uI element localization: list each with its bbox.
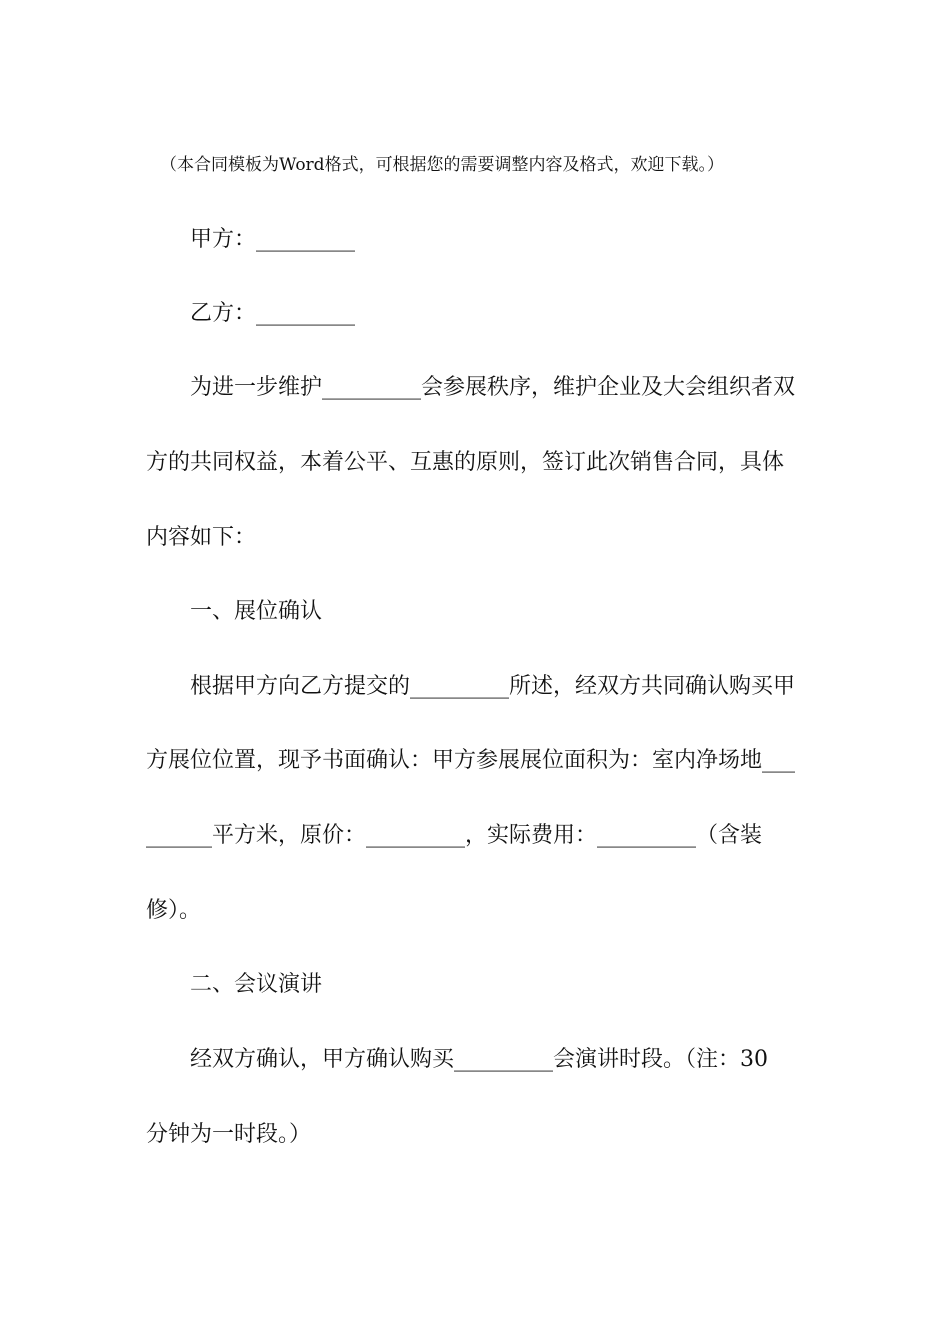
section2-heading: 二、会议演讲 [190,972,323,997]
intro-line-3: 内容如下： [146,525,257,550]
section1-line-1: 根据甲方向乙方提交的_________所述，经双方共同确认购买甲 [190,674,796,699]
section1-line-2: 方展位位置，现予书面确认：甲方参展展位面积为：室内净场地___ [146,748,796,773]
section1-heading: 一、展位确认 [190,599,323,624]
template-note: （本合同模板为Word格式，可根据您的需要调整内容及格式，欢迎下载。） [160,155,725,175]
section1-line-4: 修）。 [146,898,202,923]
section1-line-3: ______平方米，原价：_________，实际费用：_________（含装 [146,823,763,848]
section2-line-2: 分钟为一时段。） [146,1122,312,1147]
section2-line-1: 经双方确认，甲方确认购买_________会演讲时段。（注：30 [190,1047,768,1072]
intro-line-2: 方的共同权益，本着公平、互惠的原则，签订此次销售合同，具体 [146,450,785,475]
party-b-line: 乙方：_________ [190,301,356,326]
intro-line-1: 为进一步维护_________会参展秩序，维护企业及大会组织者双 [190,375,796,400]
party-a-line: 甲方：_________ [190,227,356,252]
